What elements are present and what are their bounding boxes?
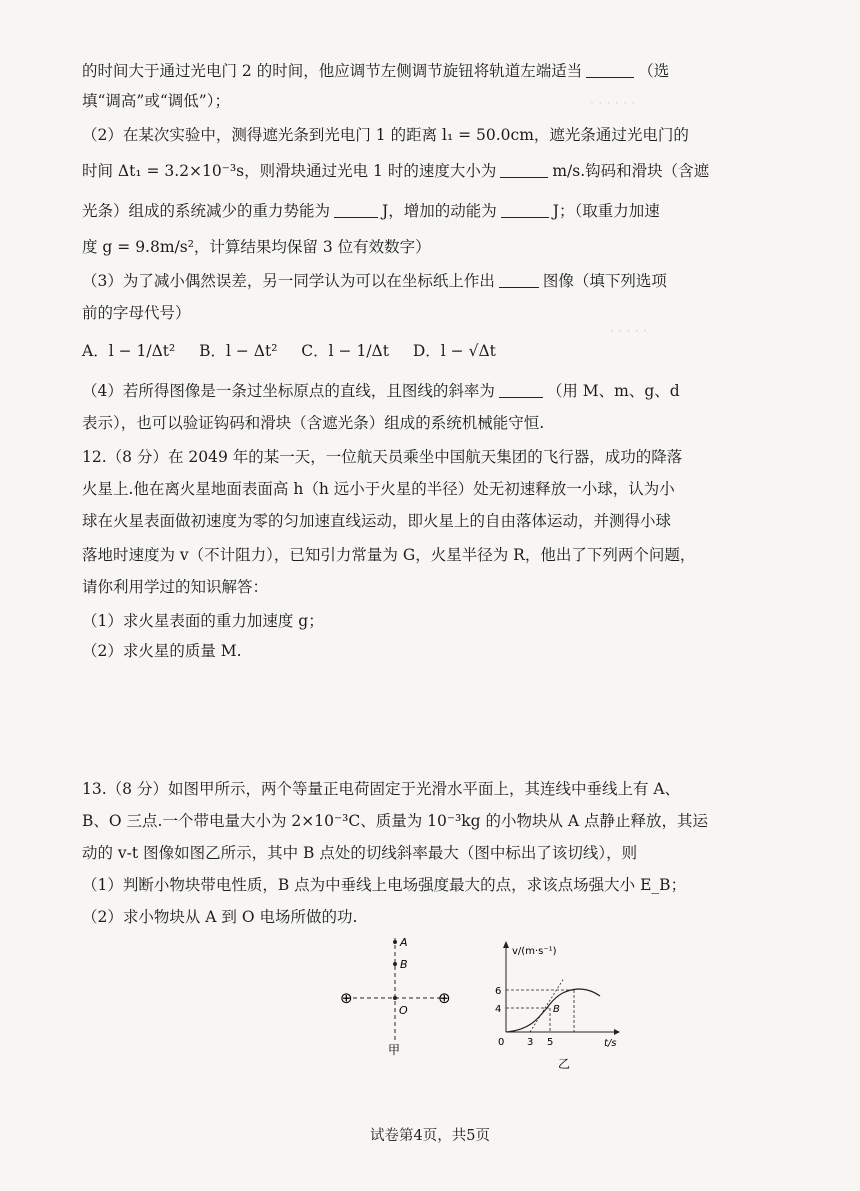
q11-part4-line1: （4）若所得图像是一条过坐标原点的直线，且图线的斜率为 （用 M、m、g、d: [82, 382, 680, 400]
q11-line1: 的时间大于通过光电门 2 的时间，他应调节左侧调节旋钮将轨道左端适当 （选: [82, 62, 670, 80]
point-b-dot: [393, 962, 397, 966]
t-axis-label: t/s: [604, 1038, 617, 1049]
tick-y4: 4: [495, 1004, 502, 1015]
q11-options-row: [82, 340, 782, 362]
bleed-through-text: · · · · ·: [610, 324, 648, 339]
q11-line2: 填“调高”或“调低”）；: [82, 92, 230, 110]
answer-blank[interactable]: [500, 161, 548, 178]
option-a: A．l − 1/Δt²: [82, 342, 176, 360]
tick-x3: 3: [527, 1037, 534, 1048]
v-axis-arrow: [503, 941, 509, 948]
q13-sub1: （1）判断小物块带电性质，B 点为中垂线上电场强度最大的点，求该点场强大小 E_B；: [82, 876, 687, 894]
v-axis-label: v/(m·s⁻¹): [512, 946, 557, 957]
q12-line1: 12.（8 分）在 2049 年的某一天，一位航天员乘坐中国航天集团的飞行器，成功的降落: [82, 448, 683, 466]
q11-part2-line2: 时间 Δt₁ = 3.2×10⁻³s，则滑块通过光电 1 时的速度大小为 m/s.钩码和滑块（含遮: [82, 162, 710, 180]
q13-line1: 13.（8 分）如图甲所示，两个等量正电荷固定于光滑水平面上，其连线中垂线上有 A、: [82, 780, 681, 798]
q12-sub2: （2）求火星的质量 M.: [82, 642, 242, 660]
q12-sub1: （1）求火星表面的重力加速度 g；: [82, 612, 324, 630]
answer-blank[interactable]: [499, 381, 543, 398]
q11-part3-line1: （3）为了减小偶然误差，另一同学认为可以在坐标纸上作出 图像（填下列选项: [82, 272, 667, 290]
figure-jia: [330, 930, 470, 1060]
page-footer: 试卷第4页，共5页: [370, 1128, 490, 1144]
q11-part2-line4: 度 g = 9.8m/s²，计算结果均保留 3 位有效数字）: [82, 238, 431, 256]
option-d: D．l − √Δt: [412, 342, 496, 360]
positive-charge-left: ⊕: [340, 989, 353, 1007]
tick-y6: 6: [495, 986, 502, 997]
q12-line2: 火星上.他在离火星地面表面高 h（h 远小于火星的半径）处无初速释放一小球，认为小: [82, 480, 675, 498]
q11-part4-line2: 表示），也可以验证钩码和滑块（含遮光条）组成的系统机械能守恒.: [82, 414, 545, 432]
caption-jia: 甲: [388, 1043, 401, 1057]
tick-x0: 0: [498, 1037, 505, 1048]
option-c: C．l − 1/Δt: [301, 342, 389, 360]
q13-line2: B、O 三点.一个带电量大小为 2×10⁻³C、质量为 10⁻³kg 的小物块从 A 点静止释放，其运: [82, 812, 709, 830]
q12-line3: 球在火星表面做初速度为零的匀加速直线运动，即火星上的自由落体运动，并测得小球: [82, 512, 672, 530]
q13-sub2: （2）求小物块从 A 到 O 电场所做的功.: [82, 908, 358, 926]
figure-yi-vt-graph: [492, 936, 642, 1076]
q12-line4: 落地时速度为 v（不计阻力），已知引力常量为 G，火星半径为 R，他出了下列两个问题，: [82, 546, 696, 564]
q11-part2-line3: 光条）组成的系统减少的重力势能为 J，增加的动能为 J；（取重力加速: [82, 202, 660, 220]
point-o-dot: [393, 996, 397, 1000]
positive-charge-right: ⊕: [438, 989, 451, 1007]
point-a-dot: [393, 940, 397, 944]
label-o: O: [399, 1004, 408, 1017]
t-axis-arrow: [614, 1029, 620, 1035]
label-b: B: [400, 958, 408, 971]
answer-blank[interactable]: [499, 271, 539, 288]
answer-blank[interactable]: [334, 201, 378, 218]
q11-part2-line1: （2）在某次实验中，测得遮光条到光电门 1 的距离 l₁ = 50.0cm，遮光条通过光电门的: [82, 126, 689, 144]
label-a: A: [400, 936, 408, 949]
label-point-b: B: [553, 1004, 560, 1015]
caption-yi: 乙: [558, 1057, 571, 1071]
q13-line3: 动的 v-t 图像如图乙所示，其中 B 点处的切线斜率最大（图中标出了该切线），则: [82, 844, 638, 862]
tick-x5: 5: [547, 1037, 554, 1048]
option-b: B．l − Δt²: [199, 342, 278, 360]
answer-blank[interactable]: [501, 201, 549, 218]
q12-line5: 请你利用学过的知识解答：: [82, 578, 269, 596]
q11-part3-line2: 前的字母代号）: [82, 304, 191, 322]
answer-blank[interactable]: [586, 61, 634, 78]
bleed-through-text: · · · · · ·: [590, 96, 636, 111]
